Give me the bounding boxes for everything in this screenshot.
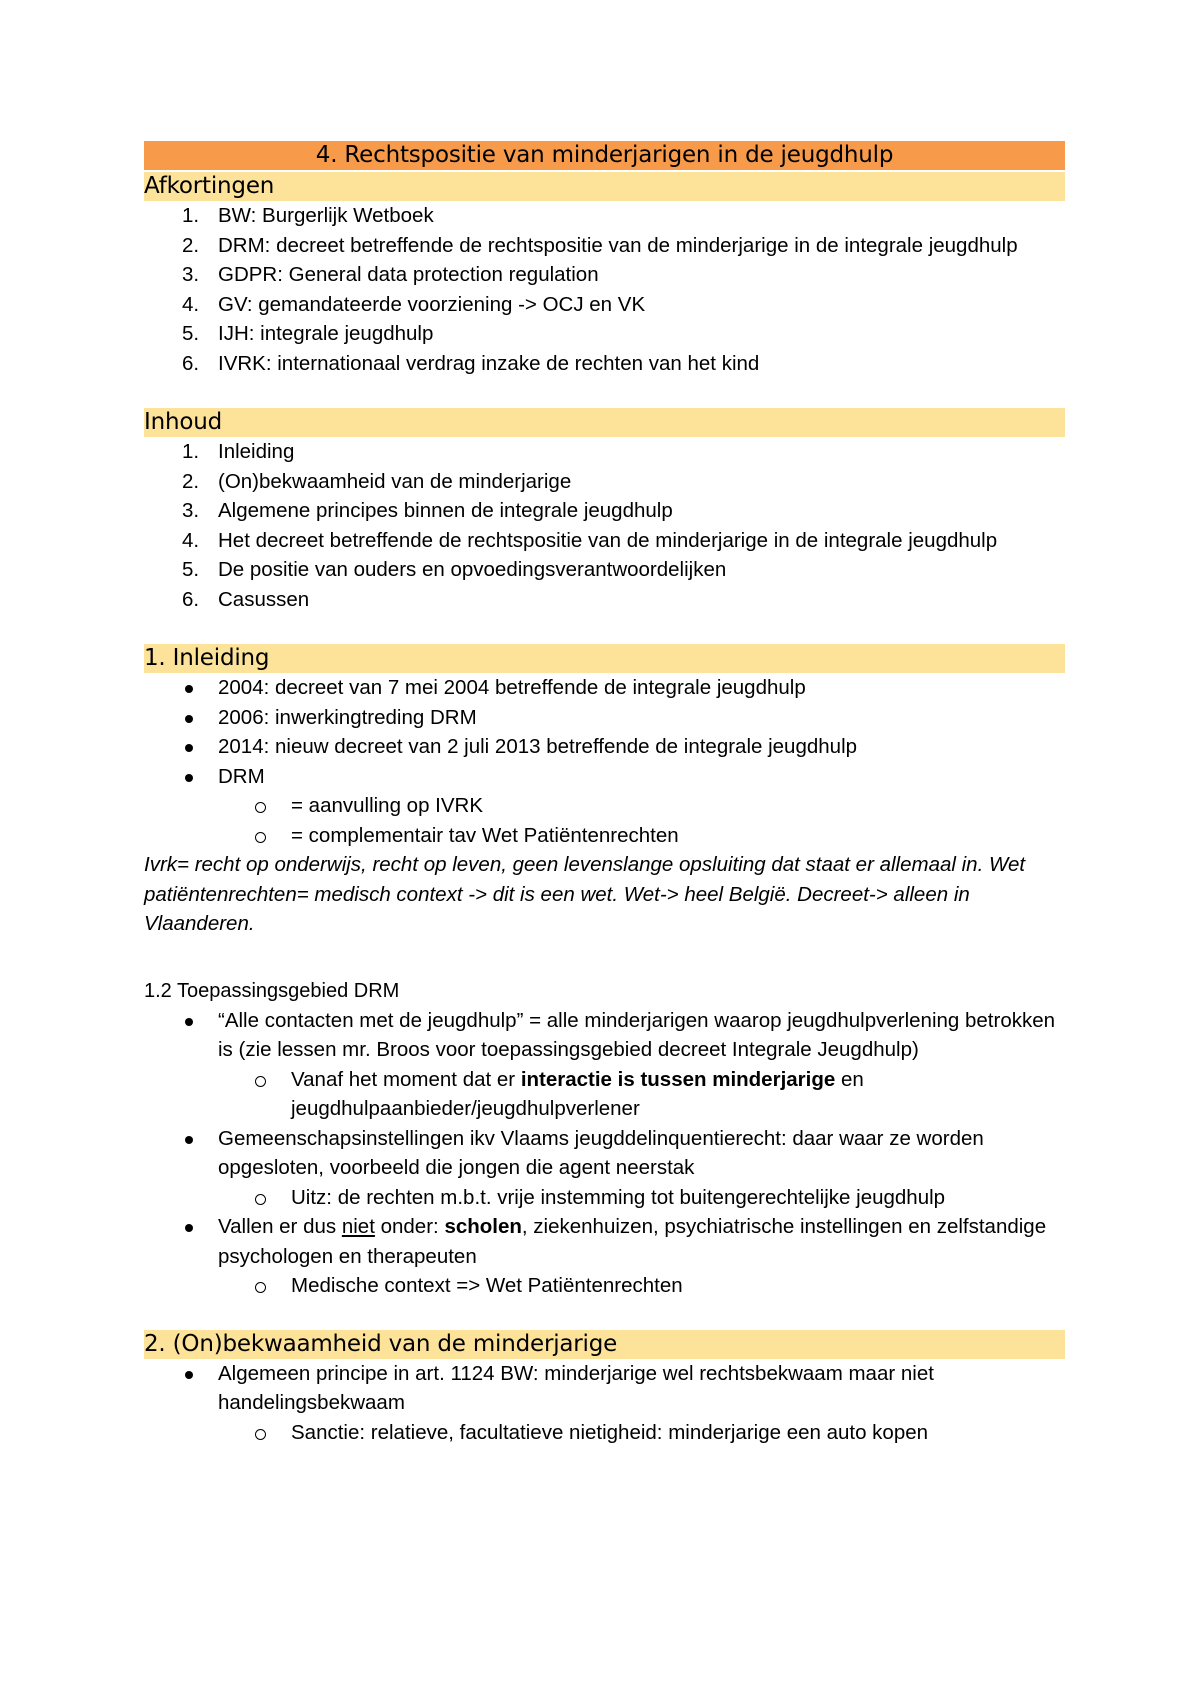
- inhoud-list: [144, 437, 1065, 614]
- list-item: [144, 585, 1065, 615]
- sub-list-item: Uitz: de rechten m.b.t. vrije instemming tot buitengerechtelijke jeugdhulp: [144, 1183, 1065, 1213]
- list-number: 4.: [182, 292, 200, 316]
- heading-inhoud: Inhoud: [144, 408, 1065, 437]
- list-number: 1.: [182, 204, 200, 227]
- list-item-text: Algemene principes binnen de integrale jeugdhulp: [218, 499, 673, 522]
- list-item: [144, 437, 1065, 467]
- sub-list-item: = complementair tav Wet Patiëntenrechten: [144, 821, 1065, 851]
- list-item-text: Het decreet betreffende de rechtspositie van de minderjarige in de integrale jeugdhulp: [218, 528, 998, 552]
- list-item-text: BW: Burgerlijk Wetboek: [218, 204, 434, 227]
- list-item: [144, 260, 1065, 290]
- list-item: DRM = aanvulling op IVRK = complementair tav Wet Patiëntenrechten: [144, 762, 1065, 851]
- list-item: 2006: inwerkingtreding DRM: [144, 703, 1065, 733]
- list-item-text: Casussen: [218, 587, 310, 611]
- bullet-icon: [185, 685, 193, 693]
- list-number: 3.: [182, 499, 200, 522]
- bullet-icon: [185, 744, 193, 752]
- list-number: 6.: [182, 351, 200, 375]
- drm-sublist: [218, 791, 1065, 850]
- list-item-text: GV: gemandateerde voorziening -> OCJ en VK: [218, 292, 646, 316]
- circle-bullet-icon: [255, 1194, 266, 1205]
- subheading-toepassingsgebied: 1.2 Toepassingsgebied DRM: [144, 979, 400, 1002]
- sub-list-item: Medische context => Wet Patiëntenrechten: [144, 1271, 1065, 1301]
- list-item: Algemeen principe in art. 1124 BW: minderjarige wel rechtsbekwaam maar niet handelingsbekwaam Sanctie: relatieve, facultatieve nietigheid: minderjarige een auto kopen: [144, 1359, 1065, 1448]
- circle-bullet-icon: [255, 1282, 266, 1293]
- list-item-text: IVRK: internationaal verdrag inzake de rechten van het kind: [218, 351, 760, 375]
- list-number: 1.: [182, 440, 200, 463]
- bullet-icon: [185, 1371, 193, 1379]
- list-item: [144, 467, 1065, 497]
- afkortingen-list: [144, 201, 1065, 378]
- list-item: Vallen er dus niet onder: scholen, ziekenhuizen, psychiatrische instellingen en zelfstandige psychologen en therapeuten Medische context => Wet Patiëntenrechten: [144, 1212, 1065, 1301]
- list-item-text: De positie van ouders en opvoedingsverantwoordelijken: [218, 558, 727, 581]
- list-item-text: Inleiding: [218, 440, 295, 463]
- list-item: [144, 555, 1065, 585]
- list-item: “Alle contacten met de jeugdhulp” = alle minderjarigen waarop jeugdhulpverlening betrokken is (zie lessen mr. Broos voor toepassingsgebied decreet Integrale Jeugdhulp) Vanaf het moment dat er interactie is tussen minderjarige en jeugdhulpaanbieder/jeugdhulpverlener: [144, 1006, 1065, 1124]
- sublist: [218, 1183, 1065, 1213]
- heading-inleiding: 1. Inleiding: [144, 644, 1065, 673]
- heading-afkortingen: Afkortingen: [144, 172, 1065, 201]
- circle-bullet-icon: [255, 832, 266, 843]
- sublist: [218, 1065, 1065, 1124]
- list-item-text: DRM: decreet betreffende de rechtspositie van de minderjarige in de integrale jeugdhulp: [218, 233, 1018, 257]
- list-item: [144, 201, 1065, 231]
- list-item: [144, 290, 1065, 320]
- inleiding-note: Ivrk= recht op onderwijs, recht op leven, geen levenslange opsluiting dat staat er allemaal in. Wet patiëntenrechten= medisch context -> dit is een wet. Wet-> heel België. Decreet-> alleen in Vlaanderen.: [144, 853, 1026, 935]
- sub-list-item: Vanaf het moment dat er interactie is tussen minderjarige en jeugdhulpaanbieder/jeugdhulpverlener: [144, 1065, 1065, 1124]
- circle-bullet-icon: [255, 1429, 266, 1440]
- list-number: 4.: [182, 528, 200, 552]
- list-number: 3.: [182, 263, 200, 286]
- list-number: 6.: [182, 587, 200, 611]
- list-number: 5.: [182, 322, 200, 345]
- list-item: [144, 349, 1065, 379]
- list-item: 2004: decreet van 7 mei 2004 betreffende de integrale jeugdhulp: [144, 673, 1065, 703]
- bullet-icon: [185, 1224, 193, 1232]
- document-body: [144, 141, 1065, 1447]
- toepassingsgebied-bullets: [144, 1006, 1065, 1301]
- list-item-text: IJH: integrale jeugdhulp: [218, 322, 434, 345]
- sublist: [218, 1418, 1065, 1448]
- list-item-text: (On)bekwaamheid van de minderjarige: [218, 469, 572, 493]
- list-item: 2014: nieuw decreet van 2 juli 2013 betreffende de integrale jeugdhulp: [144, 732, 1065, 762]
- bullet-icon: [185, 1136, 193, 1144]
- list-item: Gemeenschapsinstellingen ikv Vlaams jeugddelinquentierecht: daar waar ze worden opgesloten, voorbeeld die jongen die agent neerstak Uitz: de rechten m.b.t. vrije instemming tot buitengerechtelijke jeugdhulp: [144, 1124, 1065, 1213]
- sub-list-item: = aanvulling op IVRK: [144, 791, 1065, 821]
- list-number: 2.: [182, 469, 200, 493]
- list-number: 5.: [182, 558, 200, 581]
- list-item: [144, 526, 1065, 556]
- list-item: [144, 319, 1065, 349]
- circle-bullet-icon: [255, 802, 266, 813]
- list-number: 2.: [182, 233, 200, 257]
- inleiding-bullets: [144, 673, 1065, 850]
- onbekwaamheid-bullets: [144, 1359, 1065, 1448]
- bullet-icon: [185, 715, 193, 723]
- bullet-icon: [185, 1018, 193, 1026]
- bullet-icon: [185, 774, 193, 782]
- document-title: 4. Rechtspositie van minderjarigen in de jeugdhulp: [144, 141, 1065, 170]
- heading-onbekwaamheid: 2. (On)bekwaamheid van de minderjarige: [144, 1330, 1065, 1359]
- list-item: [144, 496, 1065, 526]
- sub-list-item: Sanctie: relatieve, facultatieve nietigheid: minderjarige een auto kopen: [144, 1418, 1065, 1448]
- list-item-text: GDPR: General data protection regulation: [218, 263, 599, 286]
- circle-bullet-icon: [255, 1076, 266, 1087]
- sublist: [218, 1271, 1065, 1301]
- list-item: [144, 231, 1065, 261]
